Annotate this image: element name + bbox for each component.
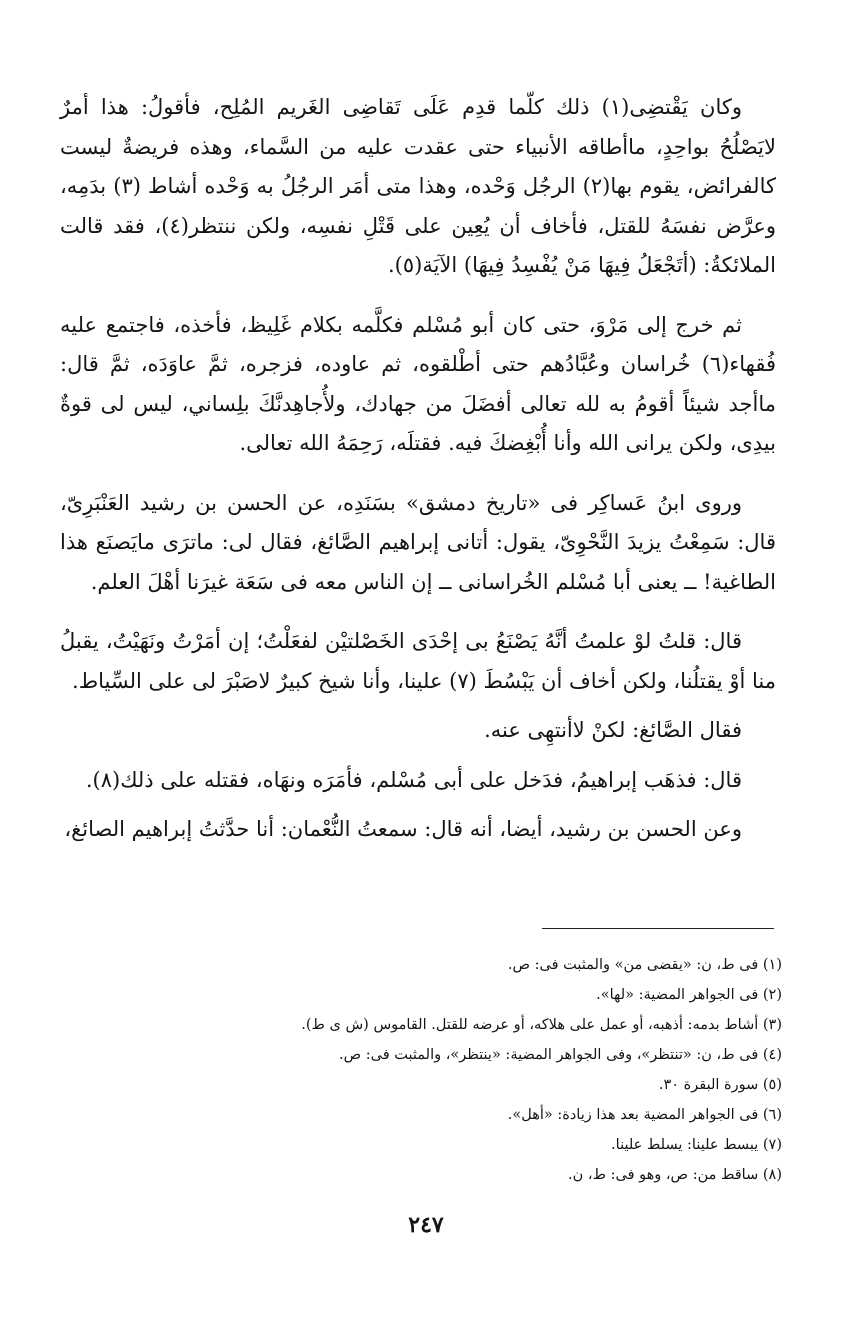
footnote-6: (٦) فى الجواهر المضية بعد هذا زيادة: «أهل». (507, 1107, 782, 1123)
footnote-1: (١) فى ط، ن: «يقضى من» والمثبت فى: ص. (507, 957, 782, 973)
paragraph-5: فقال الصَّائغ: لكنْ لاأنتهِى عنه. (484, 718, 742, 742)
paragraph-7: وعن الحسن بن رشيد، أيضا، أنه قال: سمعتُ النُّعْمان: أنا حدَّثتُ إبراهيم الصائغ، (64, 817, 742, 841)
footnote-7: (٧) يبسط علينا: يسلط علينا. (611, 1137, 782, 1153)
paragraph-3: وروى ابنُ عَساكِر فى «تاريخ دمشق» بسَنَدِه، عن الحسن بن رشيد العَنْبَرِىّ، قال: سَمِعْتُ يزيدَ النَّحْوِىّ، يقول: أتانى إبراهيم الصَّائغ، فقال لى: ماترَى مايَصنَع هذا الطاغية! ــ يعنى أبا مُسْلم الخُراسانى ــ إن الناس معه فى سَعَة غيرَنا أهْلَ العلم. (60, 490, 776, 594)
footnote-5: (٥) سورة البقرة ٣٠. (658, 1077, 782, 1093)
paragraph-6: قال: فذهَب إبراهيمُ، فدَخل على أبى مُسْلم، فأمَرَه ونهَاه، فقتله على ذلك(٨). (85, 767, 742, 792)
main-text (60, 88, 776, 870)
paragraph-1: وكان يَقْتضِى(١) ذلك كلّما قدِم عَلَى تَقاضِى الغَريم المُلِح، فأقولُ: هذا أمرٌ لايَصْلُحُ بواحِدٍ، ماأطاقه الأنبياء حتى عقدت عليه من السَّماء، وهذه فريضةٌ ليست كالفرائض، يقوم بها(٢) الرجُل وَحْده، وهذا متى أمَر الرجُلُ به وَحْده أشاط (٣) بدَمِه، وعرَّض نفسَهُ للقتل، فأخاف أن يُعِين على قَتْلِ نفسِه، ولكن ننتظر(٤)، فقد قالت الملائكةُ: (أتَجْعَلُ فِيهَا مَنْ يُفْسِدُ فِيهَا) الآيَة(٥). (60, 95, 776, 277)
footnotes (260, 950, 782, 1190)
paragraph-2: ثم خرج إلى مَرْوَ، حتى كان أبو مُسْلم فكلَّمه بكلام غَلِيظ، فأخذه، فاجتمع عليه فُقهاء(٦) خُراسان وعُبَّادُهم حتى أطْلقوه، ثم عاوده، فزجره، ثمَّ عاوَدَه، ثمَّ قال: ماأجد شيئاً أقومُ به لله تعالى أفضَلَ من جهادك، ولأُجاهِدنَّكَ بلِساني، ليس لى قوةٌ بيدِى، ولكن يرانى الله وأنا أُبْغِضكَ فيه. فقتلَه، رَحِمَهُ الله تعالى. (60, 312, 776, 455)
footnote-4: (٤) فى ط، ن: «تنتظر»، وفى الجواهر المضية: «ينتظر»، والمثبت فى: ص. (339, 1047, 782, 1063)
footnote-divider (542, 928, 774, 929)
page-number: ٢٤٧ (408, 1212, 444, 1238)
footnote-2: (٢) فى الجواهر المضية: «لها». (596, 987, 782, 1003)
footnote-3: (٣) أشاط بدمه: أذهبه، أو عمل على هلاكه، أو عرضه للقتل. القاموس (ش ى ط). (301, 1017, 782, 1033)
footnote-8: (٨) ساقط من: ص، وهو فى: ط، ن. (568, 1167, 782, 1183)
paragraph-4: قال: قلتُ لوْ علمتُ أنَّهُ يَصْنَعُ بى إحْدَى الخَصْلتيْن لفعَلْتُ؛ إن أمَرْتُ ونَهَيْتُ، يقبلُ منا أوْ يقتلُنا، ولكن أخاف أن يَبْسُطَ (٧) علينا، وأنا شيخ كبيرٌ لاصَبْرَ لى على السِّياط. (60, 629, 776, 693)
